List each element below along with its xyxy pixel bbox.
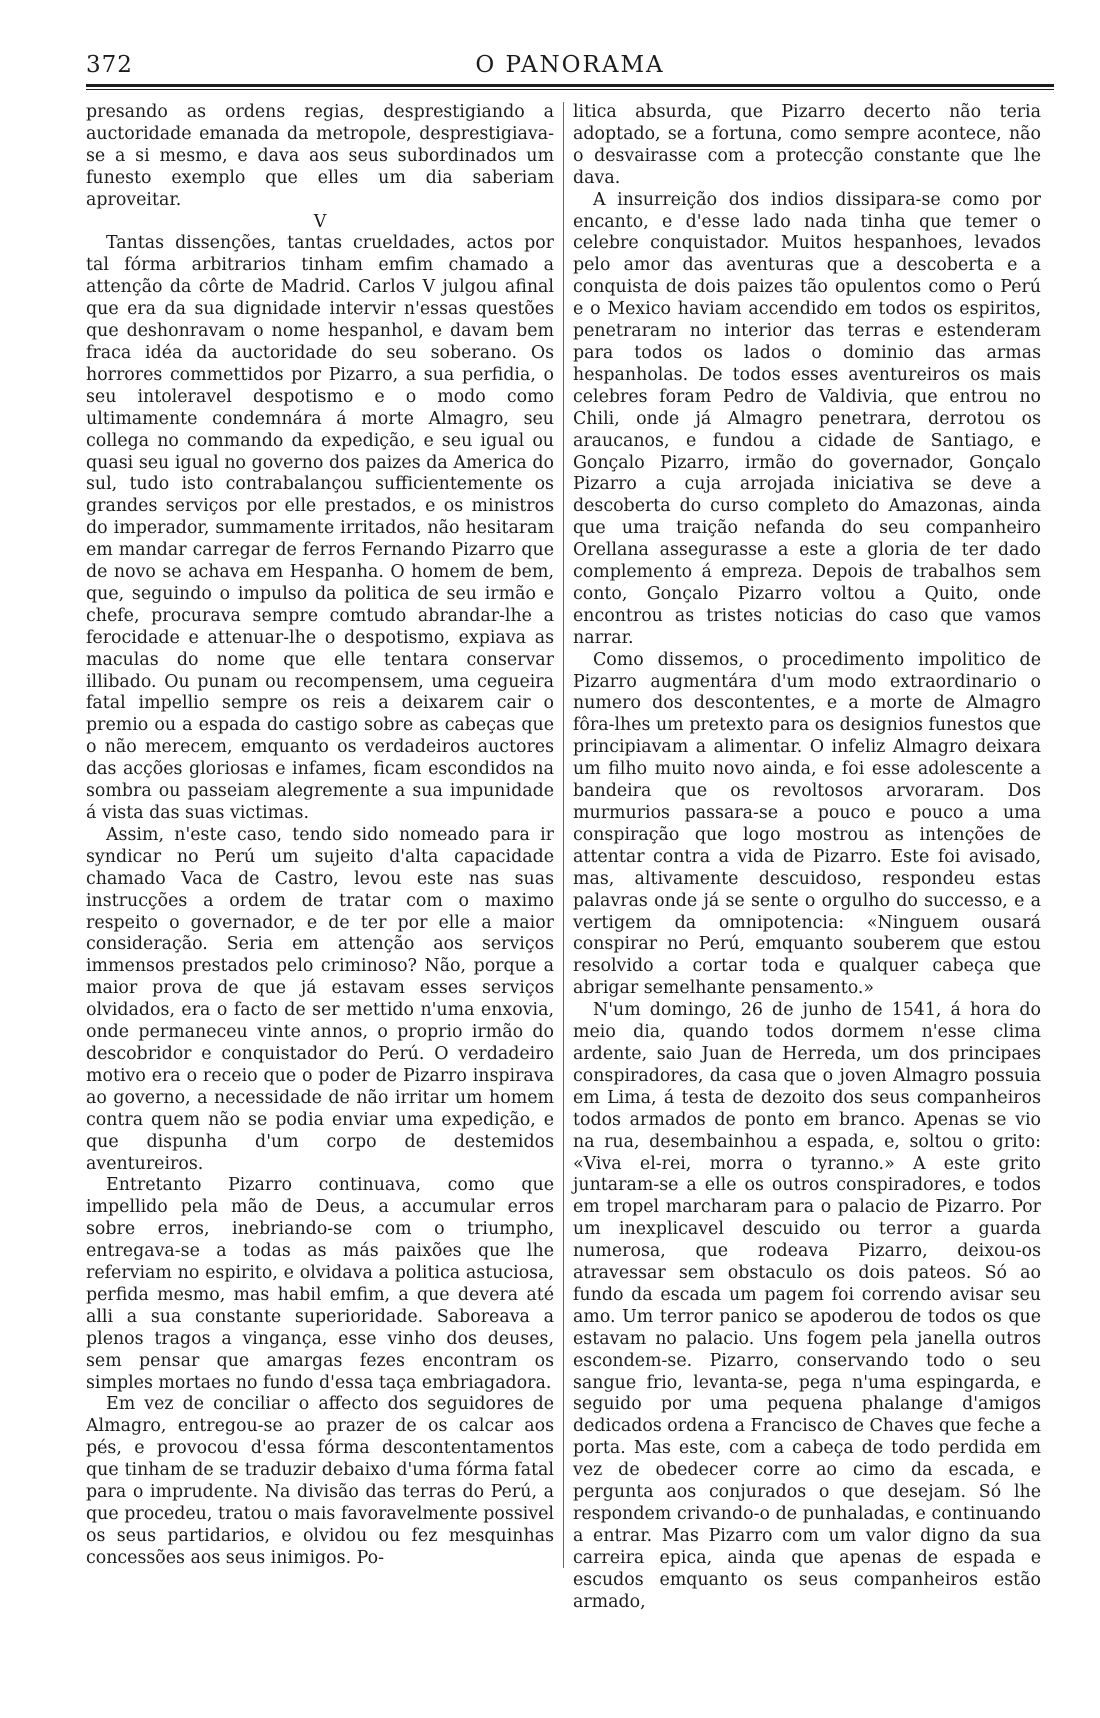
- paragraph: litica absurda, que Pizarro decerto não teria adoptado, se a fortuna, como sempre acontece, não o desvairasse com a protecção constante que lhe dava.: [573, 102, 1041, 188]
- paragraph: Como dissemos, o procedimento impolitico de Pizarro augmentára d'um modo extraordinario o numero dos descontentes, e a morte de Almagro fôra-lhes um pretexto para os designios funestos que principiavam a alimentar. O infeliz Almagro deixara um filho muito novo ainda, e foi esse adolescente a bandeira que os revoltosos arvoraram. Dos murmurios passara-se a pouco e pouco a uma conspiração que logo mostrou as intenções de attentar contra a vida de Pizarro. Este foi avisado, mas, altivamente descuidoso, respondeu estas palavras onde já se sente o orgulho do successo, e a vertigem da omnipotencia: «Ninguem ousará conspirar no Perú, emquanto souberem que estou resolvido a cortar toda e qualquer cabeça que abrigar semelhante pensamento.»: [573, 649, 1041, 999]
- left-column: [86, 102, 554, 1570]
- paragraph: presando as ordens regias, desprestigiando a auctoridade emanada da metropole, desprestigiava-se a si mesmo, e dava aos seus subordinados um funesto exemplo que elles um dia saberiam aproveitar.: [86, 102, 554, 210]
- paragraph: N'um domingo, 26 de junho de 1541, á hora do meio dia, quando todos dormem n'esse clima ardente, saio Juan de Herreda, um dos principaes conspiradores, da casa que o joven Almagro possuia em Lima, á testa de dezoito dos seus companheiros todos armados de ponto em branco. Apenas se vio na rua, desembainhou a espada, e, soltou o grito: «Viva el-rei, morra o tyranno.» A este grito juntaram-se a elle os outros conspiradores, e todos em tropel marcharam para o palacio de Pizarro. Por um inexplicavel descuido ou terror a guarda numerosa, que rodeava Pizarro, deixou-os atravessar sem obstaculo os dois pateos. Só ao fundo da escada um pagem foi correndo avisar seu amo. Um terror panico se apoderou de todos os que estavam no palacio. Uns fogem pela janella outros escondem-se. Pizarro, conservando todo o seu sangue frio, levanta-se, pega n'uma espingarda, e seguido por uma pequena phalange d'amigos dedicados ordena a Francisco de Chaves que feche a porta. Mas este, com a cabeça de todo perdida em vez de obedecer corre ao cimo da escada, e pergunta aos conjurados o que desejam. Só lhe respondem crivando-o de punhaladas, e continuando a entrar. Mas Pizarro com um valor digno da sua carreira epica, ainda que apenas de espada e escudos emquanto os seus companheiros estão armado,: [573, 1000, 1041, 1612]
- header-rule-thin: [86, 89, 1054, 90]
- column-divider: [563, 102, 564, 1568]
- right-column: [573, 102, 1041, 1614]
- paragraph: Tantas dissenções, tantas crueldades, actos por tal fórma arbitrarios tinham emfim chamado a attenção da côrte de Madrid. Carlos V julgou afinal que era da sua dignidade intervir n'essas questões que deshonravam o nome hespanhol, e davam bem fraca idéa da auctoridade do seu soberano. Os horrores commettidos por Pizarro, a sua perfidia, o seu intoleravel despotismo e o modo como ultimamente condemnára á morte Almagro, seu collega no commando da expedição, e seu igual ou quasi seu igual no governo dos paizes da America do sul, tudo isto contrabalançou sufficientemente os grandes serviços por elle prestados, e os ministros do imperador, summamente irritados, não hesitaram em mandar carregar de ferros Fernando Pizarro que de novo se achava em Hespanha. O homem de bem, que, seguindo o impulso da politica de seu irmão e chefe, procurava sempre comtudo abrandar-lhe a ferocidade e attenuar-lhe o despotismo, expiava as maculas do nome que elle tentara conservar illibado. Ou punam ou recompensem, uma cegueira fatal impellio sempre os reis a deixarem cair o premio ou a espada do castigo sobre as cabeças que o não merecem, emquanto os verdadeiros auctores das acções gloriosas e infames, ficam escondidos na sombra ou passeiam alegremente a sua impunidade á vista das suas victimas.: [86, 233, 554, 823]
- paragraph: Em vez de conciliar o affecto dos seguidores de Almagro, entregou-se ao prazer de os calcar aos pés, e provocou d'essa fórma descontentamentos que tinham de se traduzir debaixo d'uma fórma fatal para o imprudente. Na divisão das terras do Perú, a que procedeu, tratou o mais favoravelmente possivel os seus partidarios, e olvidou ou fez mesquinhas concessões aos seus inimigos. Po-: [86, 1394, 554, 1568]
- page-header: [86, 50, 1054, 82]
- paragraph: A insurreição dos indios dissipara-se como por encanto, e d'esse lado nada tinha que temer o celebre conquistador. Muitos hespanhoes, levados pelo amor das aventuras que a descoberta e a conquista de dois paizes tão opulentos como o Perú e o Mexico haviam accendido em todos os espiritos, penetraram no interior das terras e estenderam para todos os lados o dominio das armas hespanholas. De todos esses aventureiros os mais celebres foram Pedro de Valdivia, que entrou no Chili, onde já Almagro penetrara, derrotou os araucanos, e fundou a cidade de Santiago, e Gonçalo Pizarro, irmão do governador, Gonçalo Pizarro a cuja arrojada iniciativa se deve a descoberta do curso completo do Amazonas, ainda que uma traição nefanda do seu companheiro Orellana assegurasse a este a gloria de ter dado complemento á empreza. Depois de trabalhos sem conto, Gonçalo Pizarro voltou a Quito, onde encontrou as tristes noticias do caso que vamos narrar.: [573, 189, 1041, 648]
- running-title: O PANORAMA: [475, 52, 665, 78]
- paragraph: Entretanto Pizarro continuava, como que impellido pela mão de Deus, a accumular erros sobre erros, inebriando-se com o triumpho, entregava-se a todas as más paixões que lhe referviam no espirito, e olvidava a politica astuciosa, perfida mesmo, mas habil emfim, a que devera até alli a sua constante superioridade. Saboreava a plenos tragos a vingança, esse vinho dos deuses, sem pensar que amargas fezes encontram os simples mortaes no fundo d'essa taça embriagadora.: [86, 1175, 554, 1393]
- page-number: 372: [86, 52, 133, 78]
- section-numeral: V: [313, 211, 327, 232]
- header-rule-thick: [86, 84, 1054, 87]
- paragraph: Assim, n'este caso, tendo sido nomeado para ir syndicar no Perú um sujeito d'alta capacidade chamado Vaca de Castro, levou este nas suas instrucções a ordem de tratar com o maximo respeito o governador, e de ter por elle a maior consideração. Seria em attenção aos serviços immensos prestados pelo criminoso? Não, porque a maior prova de que já estavam esses serviços olvidados, era o facto de ser mettido n'uma enxovia, onde permaneceu vinte annos, o proprio irmão do descobridor e conquistador do Perú. O verdadeiro motivo era o receio que o poder de Pizarro inspirava ao governo, a necessidade de não irritar um homem contra quem não se podia enviar uma expedição, e que dispunha d'um corpo de destemidos aventureiros.: [86, 824, 554, 1174]
